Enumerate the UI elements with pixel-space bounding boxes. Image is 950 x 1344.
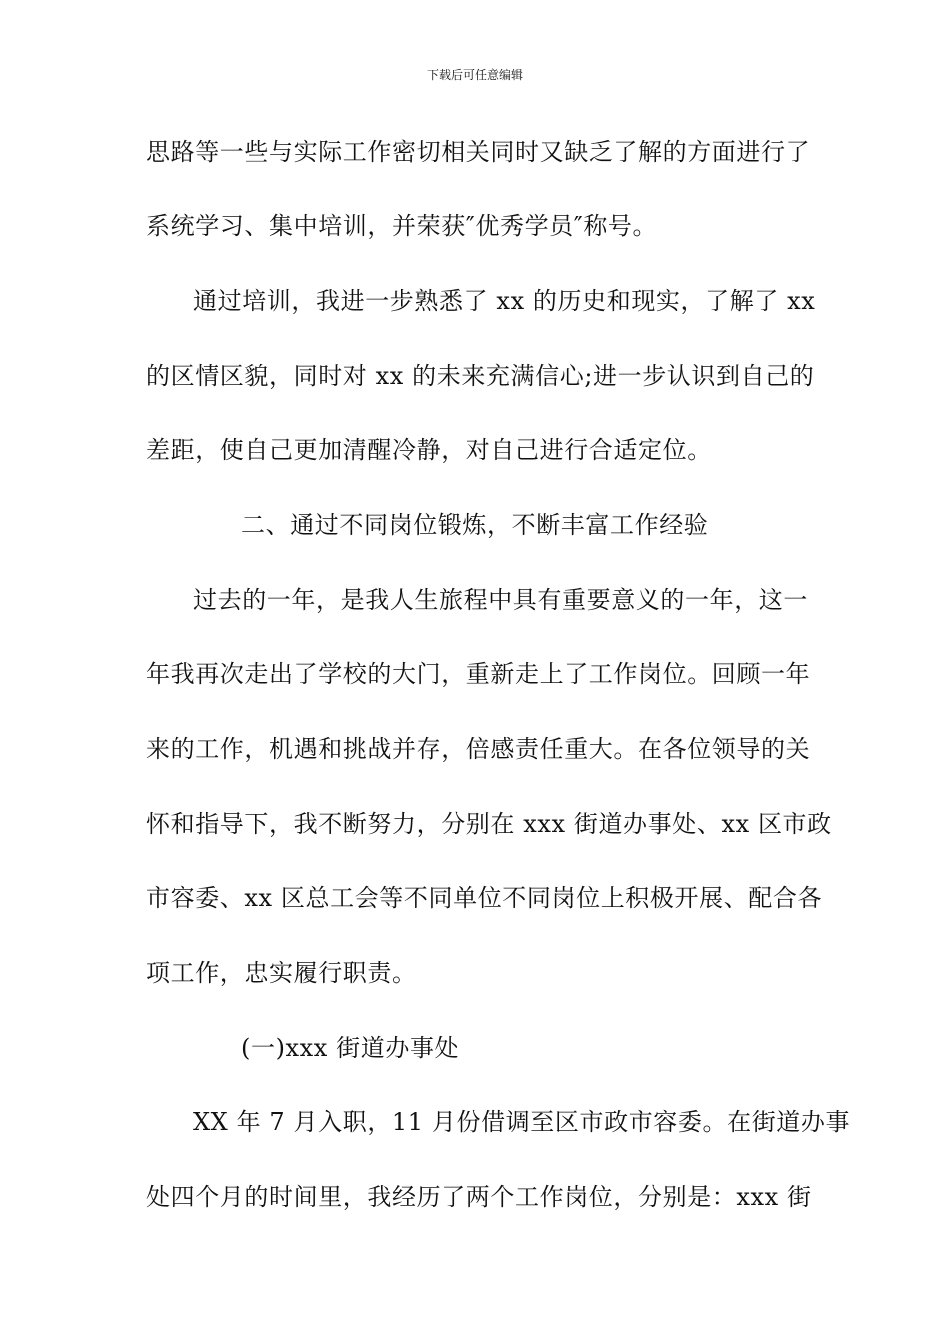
paragraph-first-line: 过去的一年，是我人生旅程中具有重要意义的一年，这一 bbox=[193, 586, 808, 614]
body-line: 年我再次走出了学校的大门，重新走上了工作岗位。回顾一年 bbox=[146, 660, 811, 688]
paragraph-first-line: XX 年 7 月入职，11 月份借调至区市政市容委。在街道办事 bbox=[193, 1108, 851, 1136]
body-line: 项工作，忠实履行职责。 bbox=[146, 959, 417, 987]
body-line: 来的工作，机遇和挑战并存，倍感责任重大。在各位领导的关 bbox=[146, 735, 811, 763]
body-line: 的区情区貌，同时对 xx 的未来充满信心;进一步认识到自己的 bbox=[146, 362, 815, 390]
body-line: 系统学习、集中培训，并荣获″优秀学员″称号。 bbox=[146, 212, 658, 240]
section-heading: 二、通过不同岗位锻炼，不断丰富工作经验 bbox=[241, 511, 709, 539]
body-line: 市容委、xx 区总工会等不同单位不同岗位上积极开展、配合各 bbox=[146, 884, 823, 912]
paragraph-first-line: 通过培训，我进一步熟悉了 xx 的历史和现实，了解了 xx bbox=[193, 287, 816, 315]
body-line: 差距，使自己更加清醒冷静，对自己进行合适定位。 bbox=[146, 436, 712, 464]
body-line: 处四个月的时间里，我经历了两个工作岗位，分别是：xxx 街 bbox=[146, 1183, 812, 1211]
body-line: 怀和指导下，我不断努力，分别在 xxx 街道办事处、xx 区市政 bbox=[146, 810, 832, 838]
header-note: 下载后可任意编辑 bbox=[426, 68, 523, 82]
subsection-heading: (一)xxx 街道办事处 bbox=[241, 1034, 460, 1062]
body-line: 思路等一些与实际工作密切相关同时又缺乏了解的方面进行了 bbox=[146, 138, 811, 166]
